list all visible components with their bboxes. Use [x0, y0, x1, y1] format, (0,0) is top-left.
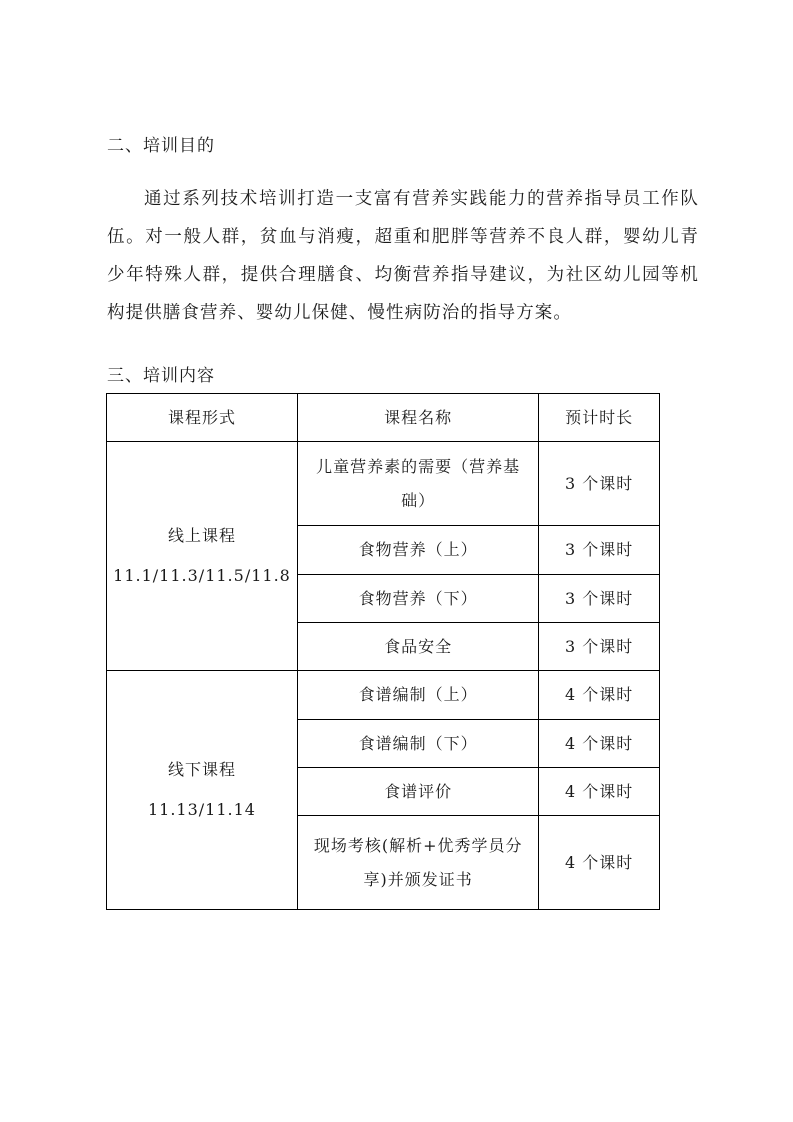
duration-cell: 4 个课时 — [539, 720, 660, 768]
duration-cell: 3 个课时 — [539, 442, 660, 526]
duration-cell: 3 个课时 — [539, 575, 660, 623]
table-row — [107, 671, 660, 720]
course-name-cell: 食品安全 — [297, 623, 538, 671]
course-name-cell: 食谱编制（上） — [297, 671, 538, 720]
course-name-cell: 食物营养（下） — [297, 575, 538, 623]
header-course-name: 课程名称 — [297, 394, 538, 442]
duration-cell: 3 个课时 — [539, 526, 660, 575]
format-name: 线上课程 — [167, 526, 236, 545]
course-name-cell: 食物营养（上） — [297, 526, 538, 575]
course-table — [106, 393, 660, 910]
table-row — [107, 442, 660, 526]
format-cell-online — [107, 442, 298, 671]
course-name-cell: 食谱编制（下） — [297, 720, 538, 768]
duration-cell: 4 个课时 — [539, 816, 660, 910]
table-header-row — [107, 394, 660, 442]
section-heading-training-purpose: 二、培训目的 — [107, 136, 215, 156]
format-dates: 11.1/11.3/11.5/11.8 — [113, 566, 291, 585]
training-purpose-paragraph: 通过系列技术培训打造一支富有营养实践能力的营养指导员工作队伍。对一般人群，贫血与消瘦，超重和肥胖等营养不良人群，婴幼儿青少年特殊人群，提供合理膳食、均衡营养指导建议，为社区幼儿园等机构提供膳食营养、婴幼儿保健、慢性病防治的指导方案。 — [107, 189, 699, 323]
format-name: 线下课程 — [167, 760, 236, 779]
format-cell-offline — [107, 671, 298, 910]
duration-cell: 3 个课时 — [539, 623, 660, 671]
course-name-cell: 儿童营养素的需要（营养基础） — [297, 442, 538, 526]
header-course-format: 课程形式 — [107, 394, 298, 442]
duration-cell: 4 个课时 — [539, 768, 660, 816]
course-name-cell: 食谱评价 — [297, 768, 538, 816]
format-dates: 11.13/11.14 — [147, 800, 256, 819]
header-duration: 预计时长 — [539, 394, 660, 442]
duration-cell: 4 个课时 — [539, 671, 660, 720]
course-name-cell: 现场考核(解析+优秀学员分享)并颁发证书 — [297, 816, 538, 910]
section-heading-training-content: 三、培训内容 — [107, 366, 215, 386]
